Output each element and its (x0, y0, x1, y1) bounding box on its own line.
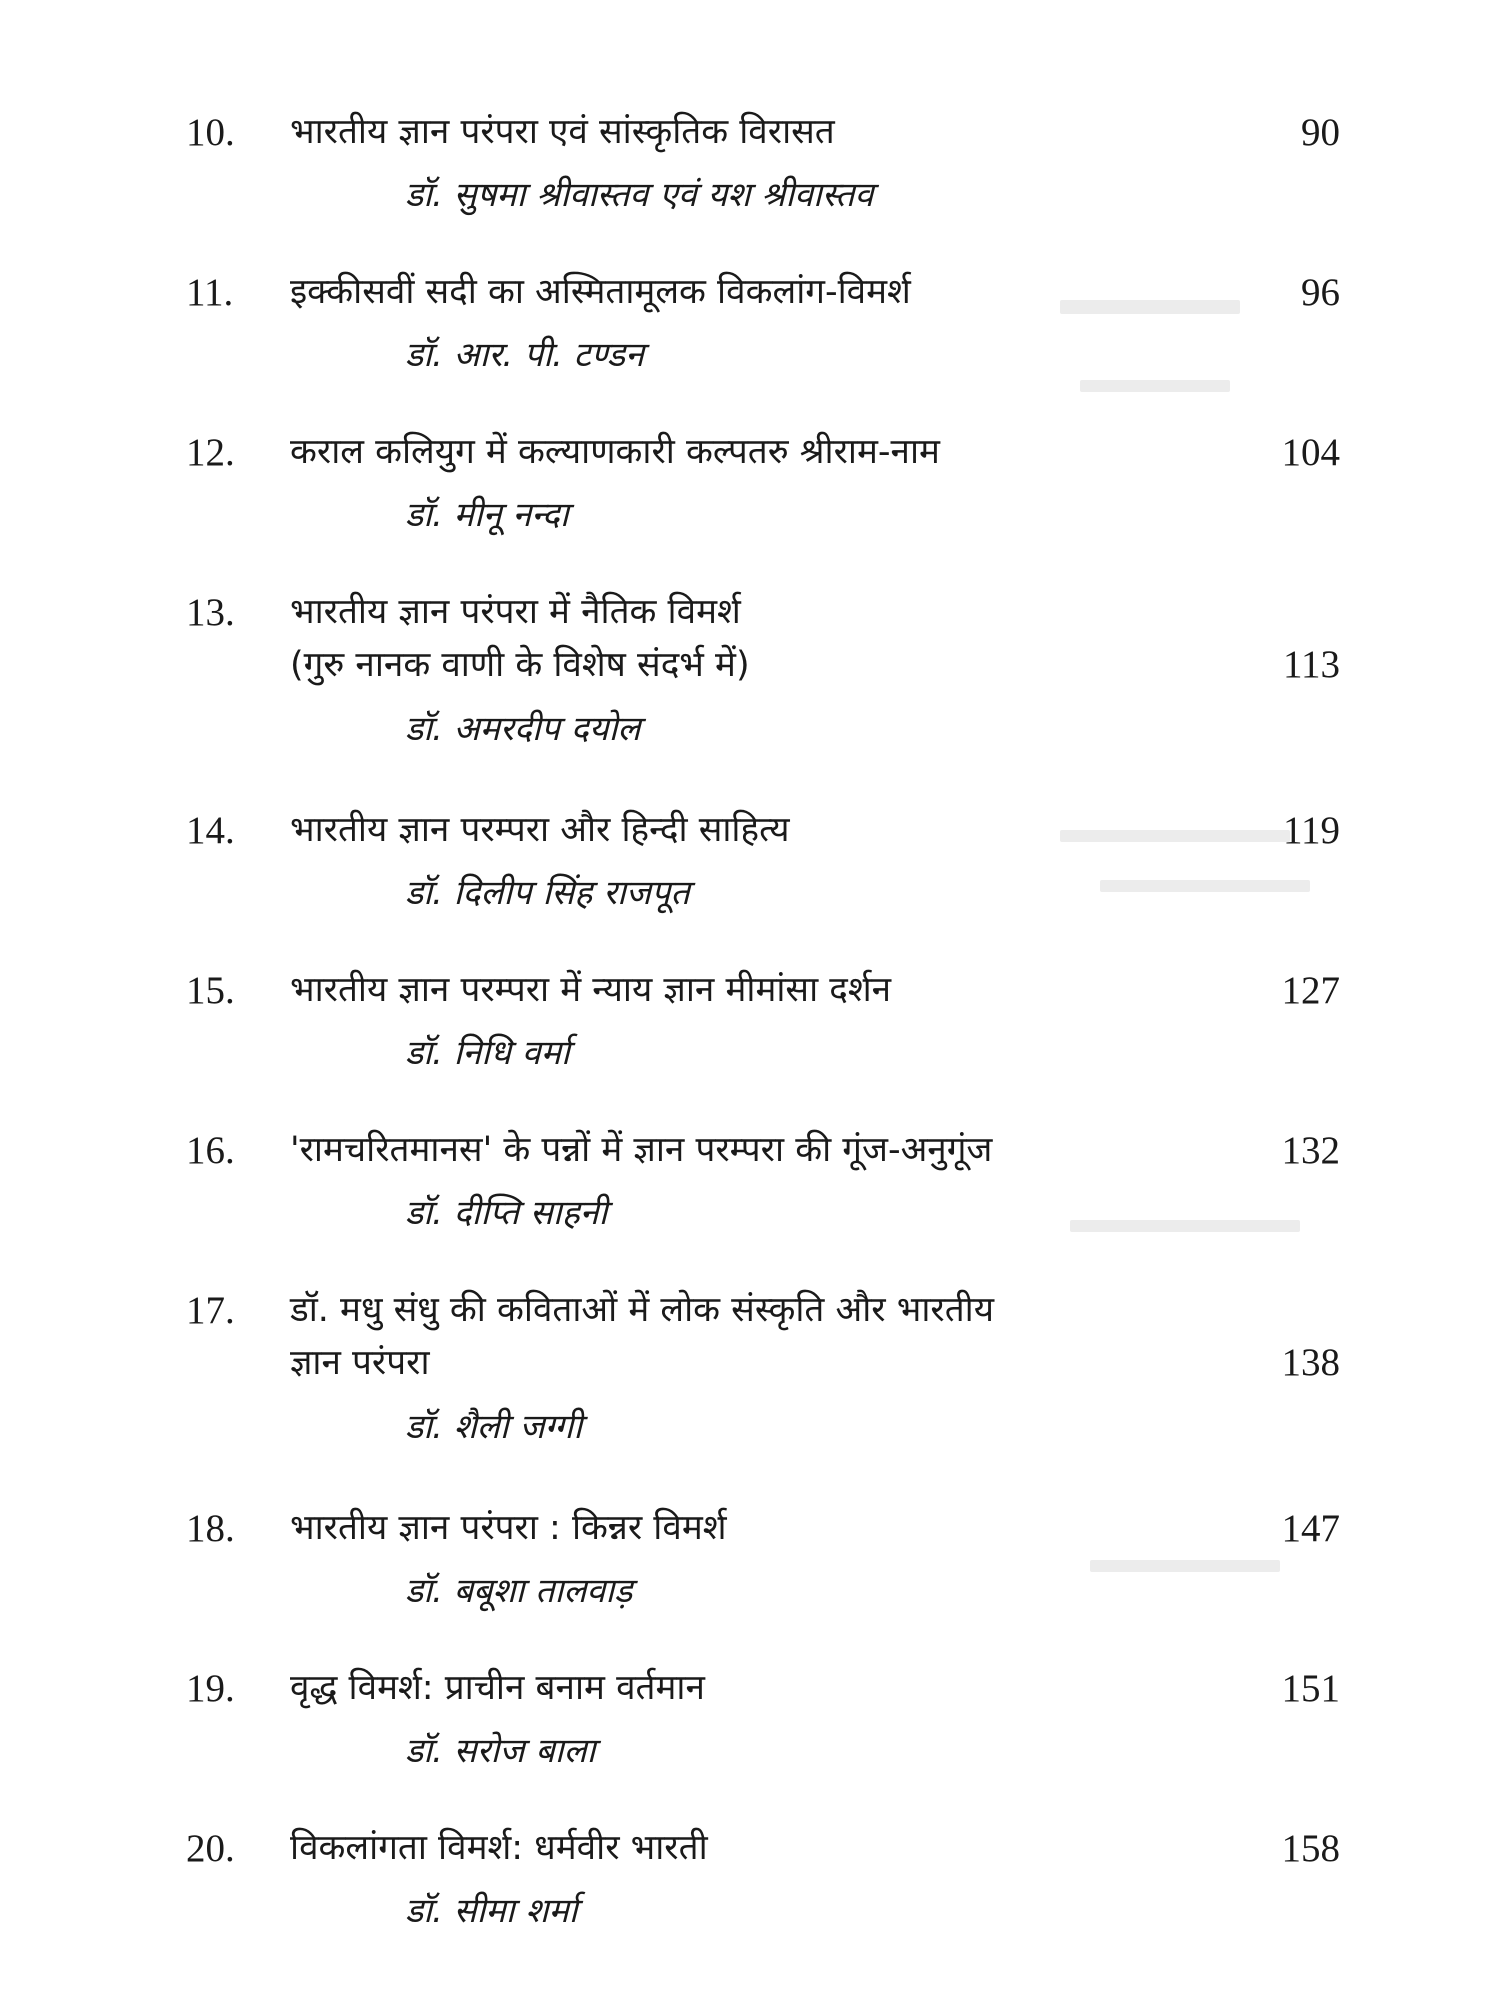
entry-number: 11. (186, 271, 234, 314)
entry-page-number: 158 (1281, 1827, 1340, 1870)
entry-title: कराल कलियुग में कल्याणकारी कल्पतरु श्रीराम-नाम (290, 432, 940, 472)
entry-title: भारतीय ज्ञान परंपरा में नैतिक विमर्श (290, 592, 741, 632)
entry-title: विकलांगता विमर्श: धर्मवीर भारती (290, 1828, 708, 1868)
entry-title: भारतीय ज्ञान परम्परा और हिन्दी साहित्य (290, 810, 790, 850)
entry-title: वृद्ध विमर्श: प्राचीन बनाम वर्तमान (290, 1668, 705, 1708)
entry-title-line-2: ज्ञान परंपरा (290, 1343, 430, 1383)
entry-page-number: 90 (1301, 111, 1340, 154)
entry-number: 20. (186, 1827, 235, 1870)
entry-author: डॉ. दिलीप सिंह राजपूत (405, 873, 690, 913)
entry-page-number: 147 (1281, 1507, 1340, 1550)
entry-author: डॉ. दीप्ति साहनी (405, 1193, 608, 1233)
entry-title: भारतीय ज्ञान परंपरा : किन्नर विमर्श (290, 1508, 727, 1548)
entry-page-number: 96 (1301, 271, 1340, 314)
show-through-mark (1100, 880, 1310, 892)
show-through-mark (1090, 1560, 1280, 1572)
entry-number: 18. (186, 1507, 235, 1550)
entry-title: 'रामचरितमानस' के पन्नों में ज्ञान परम्परा की गूंज-अनुगूंज (290, 1130, 993, 1170)
entry-author: डॉ. सुषमा श्रीवास्तव एवं यश श्रीवास्तव (405, 175, 874, 215)
entry-number: 16. (186, 1129, 235, 1172)
entry-number: 17. (186, 1289, 235, 1332)
entry-author: डॉ. आर. पी. टण्डन (405, 335, 644, 375)
entry-number: 15. (186, 969, 235, 1012)
entry-page-number: 119 (1282, 809, 1340, 852)
entry-number: 13. (186, 591, 235, 634)
entry-title-line-2: (गुरु नानक वाणी के विशेष संदर्भ में) (290, 645, 750, 685)
entry-author: डॉ. निधि वर्मा (405, 1033, 570, 1073)
entry-author: डॉ. सीमा शर्मा (405, 1891, 578, 1931)
entry-number: 14. (186, 809, 235, 852)
entry-page-number: 113 (1282, 643, 1340, 686)
entry-author: डॉ. शैली जग्गी (405, 1407, 583, 1447)
entry-page-number: 151 (1281, 1667, 1340, 1710)
entry-author: डॉ. अमरदीप दयोल (405, 709, 641, 749)
entry-author: डॉ. बबूशा तालवाड़ (405, 1571, 633, 1611)
entry-number: 19. (186, 1667, 235, 1710)
entry-page-number: 104 (1281, 431, 1340, 474)
entry-page-number: 132 (1281, 1129, 1340, 1172)
entry-author: डॉ. मीनू नन्दा (405, 495, 569, 535)
entry-number: 12. (186, 431, 235, 474)
entry-number: 10. (186, 111, 235, 154)
show-through-mark (1070, 1220, 1300, 1232)
entry-title: भारतीय ज्ञान परम्परा में न्याय ज्ञान मीमांसा दर्शन (290, 970, 892, 1010)
entry-title: भारतीय ज्ञान परंपरा एवं सांस्कृतिक विरासत (290, 112, 835, 152)
entry-page-number: 127 (1281, 969, 1340, 1012)
entry-title: इक्कीसवीं सदी का अस्मितामूलक विकलांग-विमर्श (290, 272, 911, 312)
entry-page-number: 138 (1281, 1341, 1340, 1384)
entry-author: डॉ. सरोज बाला (405, 1731, 596, 1771)
entry-title: डॉ. मधु संधु की कविताओं में लोक संस्कृति और भारतीय (290, 1290, 995, 1330)
show-through-mark (1080, 380, 1230, 392)
